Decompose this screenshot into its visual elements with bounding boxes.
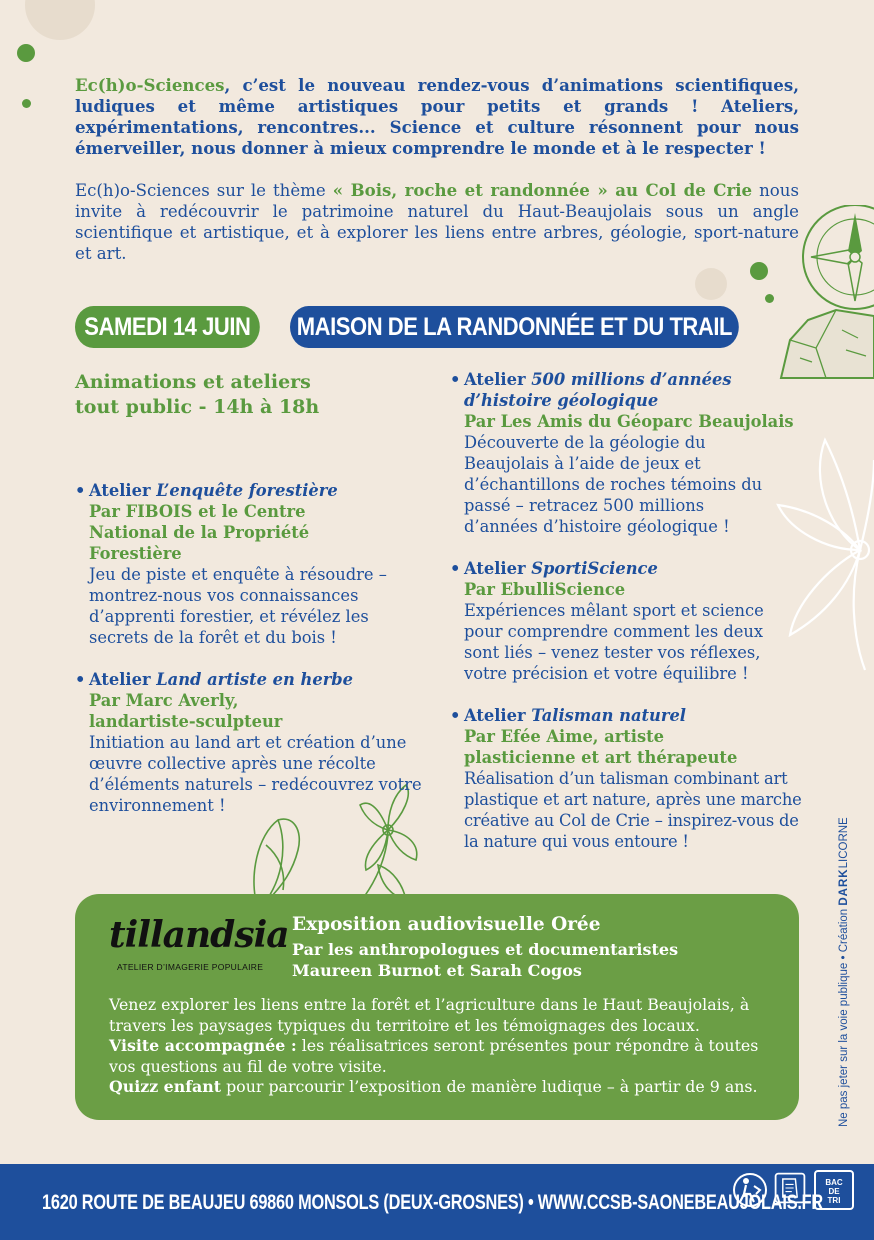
atelier-prefix: Atelier [464, 370, 532, 389]
atelier-title [464, 369, 754, 411]
compass-illustration [800, 205, 874, 315]
atelier-description: Expériences mêlant sport et science pour comprendre comment les deux sont liés – venez tester vos réflexes, votre précision et votre équilibre ! [464, 601, 764, 683]
right-column [450, 369, 810, 852]
decor-dot-green [17, 44, 35, 62]
decor-circle-beige [695, 268, 727, 300]
vertical-credit-text: Ne pas jeter sur la voie publique • Création [838, 905, 850, 1127]
left-column [75, 370, 435, 816]
atelier-host: Par Les Amis du Géoparc Beaujolais [464, 412, 794, 431]
atelier-host: Par Marc Averly, landartiste-sculpteur [89, 691, 283, 731]
atelier-title [464, 705, 814, 726]
atelier-histoire-geologique [450, 369, 814, 537]
place-pill [290, 306, 739, 348]
atelier-title [89, 480, 419, 501]
expo-quizz-text: pour parcourir l’exposition de manière ludique – à partir de 9 ans. [221, 1077, 758, 1096]
theme-highlight: « Bois, roche et randonnée » au Col de Crie [332, 180, 753, 200]
atelier-talisman-naturel [450, 705, 814, 852]
atelier-description: Jeu de piste et enquête à résoudre – montrez-nous vos connaissances d’apprenti forestier, et révélez les secrets de la forêt et du bois ! [89, 565, 387, 647]
atelier-description: Initiation au land art et création d’une œuvre collective après une récolte d’éléments naturels – redécouvrez votre environnement ! [89, 733, 422, 815]
bullet-icon: • [450, 706, 461, 725]
section-title-line2: tout public - 14h à 18h [75, 396, 320, 418]
date-pill-label: SAMEDI 14 JUIN [84, 313, 251, 341]
atelier-name: 500 millions d’années d’histoire géologique [464, 370, 732, 410]
decor-circle-large [25, 0, 95, 40]
atelier-name: Land artiste en herbe [156, 670, 354, 689]
intro-brand: Ec(h)o-Sciences [75, 75, 225, 95]
section-title-line1: Animations et ateliers [75, 371, 311, 393]
footer-address: 1620 ROUTE DE BEAUJEU 69860 MONSOLS (DEUX-GROSNES) • WWW.CCSB-SAONEBEAUJOLAIS.FR [42, 1190, 824, 1214]
intro-lead: , c’est le nouveau rendez-vous d’animations scientifiques, ludiques et même artistiques pour petits et grands ! Ateliers, expérimentations, rencontres... Science et culture résonnent pour nous émerveiller, nous donner à mieux comprendre le monde et à le respecter ! [75, 75, 799, 158]
theme-start: Ec(h)o-Sciences sur le thème [75, 181, 333, 200]
atelier-land-artiste [75, 669, 439, 816]
expo-visite-text: les réalisatrices seront présentes pour répondre à toutes vos questions au fil de votre visite. [109, 1036, 759, 1076]
footer-bar [0, 1164, 874, 1240]
theme-end: nous invite à redécouvrir le patrimoine naturel du Haut-Beaujolais sous un angle scientifique et artistique, et à explorer les liens entre arbres, géologie, sport-nature et art. [75, 181, 799, 263]
bac-de-tri-icon [814, 1170, 854, 1210]
tillandsia-logo: tillandsia [109, 914, 289, 956]
vertical-credit-brand-a: DARK [838, 868, 850, 906]
atelier-host: Par EbulliScience [464, 580, 626, 599]
expo-authors-line1: Par les anthropologues et documentaristes [292, 940, 679, 959]
bac-label-2: DE [828, 1187, 840, 1196]
bullet-icon: • [75, 481, 86, 500]
expo-authors-line2: Maureen Burnot et Sarah Cogos [292, 961, 582, 980]
intro-paragraph [75, 75, 799, 159]
decor-dot-green-2 [750, 262, 768, 280]
rock-illustration [776, 300, 874, 380]
atelier-prefix: Atelier [464, 559, 532, 578]
atelier-name: SportiScience [531, 559, 658, 578]
atelier-name: Talisman naturel [531, 706, 686, 725]
atelier-host: Par FIBOIS et le Centre National de la Propriété Forestière [89, 502, 310, 563]
atelier-enquete-forestiere [75, 480, 419, 648]
expo-authors [292, 939, 772, 981]
expo-visite-label: Visite accompagnée : [109, 1036, 297, 1055]
vertical-credit-brand-b: LICORNE [838, 817, 850, 869]
expo-description [109, 995, 779, 1098]
bullet-icon: • [75, 670, 86, 689]
expo-title: Exposition audiovisuelle Orée [292, 914, 601, 935]
atelier-sportiscience [450, 558, 814, 684]
recycling-icon [732, 1172, 768, 1208]
section-title [75, 370, 435, 420]
atelier-prefix: Atelier [464, 706, 532, 725]
atelier-title [89, 669, 439, 690]
bullet-icon: • [450, 370, 461, 389]
bullet-icon: • [450, 559, 461, 578]
theme-paragraph [75, 180, 799, 264]
decor-dot-green-3 [765, 294, 774, 303]
atelier-prefix: Atelier [89, 481, 157, 500]
atelier-title [464, 558, 814, 579]
vertical-credit [838, 817, 850, 1127]
bac-label-3: TRI [827, 1196, 841, 1205]
atelier-description: Réalisation d’un talisman combinant art plastique et art nature, après une marche créative au Col de Crie – inspirez-vous de la nature qui vous entoure ! [464, 769, 802, 851]
place-pill-label: MAISON DE LA RANDONNÉE ET DU TRAIL [296, 313, 733, 341]
atelier-prefix: Atelier [89, 670, 157, 689]
atelier-description: Découverte de la géologie du Beaujolais à l’aide de jeux et d’échantillons de roches témoins du passé – retracez 500 millions d’années d’histoire géologique ! [464, 433, 763, 536]
decor-dot-green-small [22, 99, 31, 108]
expo-intro-text: Venez explorer les liens entre la forêt et l’agriculture dans le Haut Beaujolais, à travers les paysages typiques du territoire et les témoignages des locaux. [109, 995, 750, 1035]
atelier-host: Par Efée Aime, artiste plasticienne et art thérapeute [464, 727, 738, 767]
tillandsia-logo-subtitle: ATELIER D’IMAGERIE POPULAIRE [117, 962, 264, 972]
expo-quizz-label: Quizz enfant [109, 1077, 222, 1096]
atelier-name: L’enquête forestière [156, 481, 338, 500]
bac-label-1: BAC [825, 1178, 843, 1187]
date-pill [75, 306, 260, 348]
paper-recycle-icon [772, 1170, 808, 1206]
exposition-box [75, 894, 799, 1120]
